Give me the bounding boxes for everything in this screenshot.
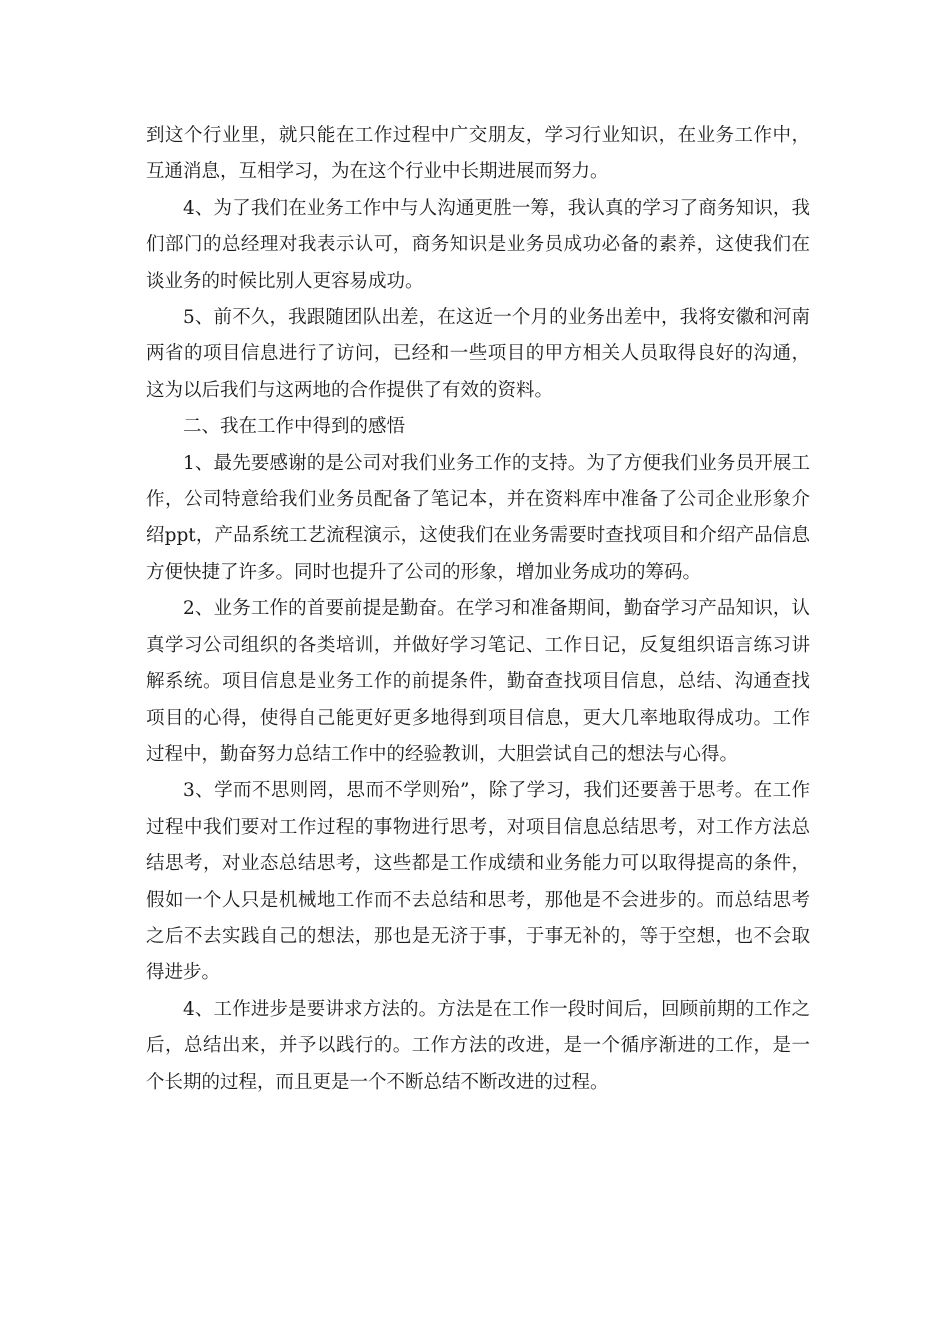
- paragraph-continued: 到这个行业里，就只能在工作过程中广交朋友，学习行业知识，在业务工作中，互通消息，互相学习，为在这个行业中长期进展而努力。: [146, 125, 810, 183]
- paragraph-item-5-business-trip: 5、前不久，我跟随团队出差，在这近一个月的业务出差中，我将安徽和河南两省的项目信息进行了访问，已经和一些项目的甲方相关人员取得良好的沟通，这为以后我们与这两地的合作提供了有效的资料。: [146, 307, 810, 401]
- paragraph-insight-4-methods: 4、工作进步是要讲求方法的。方法是在工作一段时间后，回顾前期的工作之后，总结出来，并予以践行的。工作方法的改进，是一个循序渐进的工作，是一个长期的过程，而且更是一个不断总结不断改进的过程。: [146, 998, 810, 1093]
- paragraph-item-4-business-knowledge: 4、为了我们在业务工作中与人沟通更胜一筹，我认真的学习了商务知识，我们部门的总经理对我表示认可，商务知识是业务员成功必备的素养，这使我们在谈业务的时候比别人更容易成功。: [146, 197, 810, 292]
- paragraph-insight-1-company-support: 1、最先要感谢的是公司对我们业务工作的支持。为了方便我们业务员开展工作，公司特意给我们业务员配备了笔记本，并在资料库中准备了公司企业形象介绍ppt，产品系统工艺流程演示，这使我们在业务需要时查找项目和介绍产品信息方便快捷了许多。同时也提升了公司的形象，增加业务成功的筹码。: [146, 452, 810, 583]
- section-heading-insights: 二、我在工作中得到的感悟: [183, 416, 406, 438]
- paragraph-insight-3-thinking: 3、学而不思则罔，思而不学则殆”，除了学习，我们还要善于思考。在工作过程中我们要对工作过程的事物进行思考，对项目信息总结思考，对工作方法总结思考，对业态总结思考，这些都是工作成绩和业务能力可以取得提高的条件，假如一个人只是机械地工作而不去总结和思考，那他是不会进步的。而总结思考之后不去实践自己的想法，那也是无济于事，于事无补的，等于空想，也不会取得进步。: [146, 780, 810, 984]
- document-body: [146, 118, 810, 1101]
- paragraph-insight-2-diligence: 2、业务工作的首要前提是勤奋。在学习和准备期间，勤奋学习产品知识，认真学习公司组织的各类培训，并做好学习笔记、工作日记，反复组织语言练习讲解系统。项目信息是业务工作的前提条件，勤奋查找项目信息，总结、沟通查找项目的心得，使得自己能更好更多地得到项目信息，更大几率地取得成功。工作过程中，勤奋努力总结工作中的经验教训，大胆尝试自己的想法与心得。: [146, 598, 810, 765]
